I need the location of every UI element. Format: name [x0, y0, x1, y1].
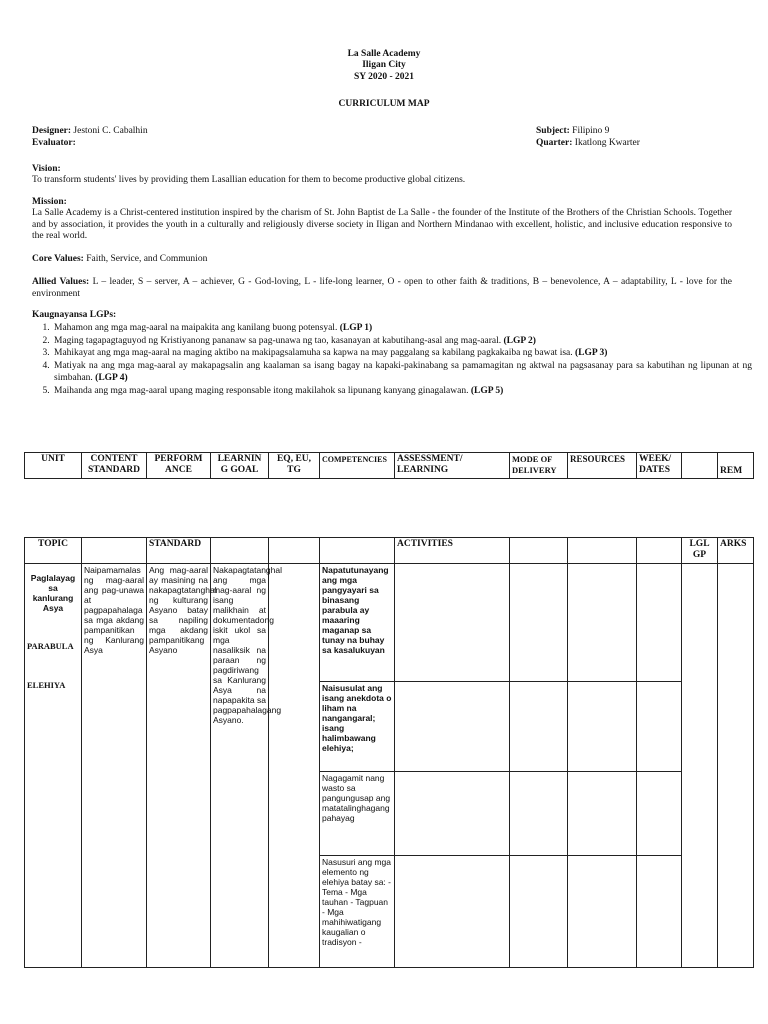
resources-cell — [568, 564, 637, 682]
col-standard: STANDARD — [147, 538, 211, 564]
col-assessment: ASSESSMENT/ LEARNING — [395, 453, 510, 479]
lgp-item: 4. Matiyak na ang mga mag-aaral ay makapagsalin ang kaalaman sa isang bagay na kapaki-pakinabang sa pamamagitan ng aktwal na pagsasanay para sa kabutihan ng lipunan at ng simbahan. (LGP 4) — [52, 360, 752, 385]
col-blank — [82, 538, 147, 564]
mode-cell — [510, 564, 568, 682]
activities-cell — [395, 564, 510, 682]
col-week-dates: WEEK/ DATES — [637, 453, 682, 479]
col-unit: UNIT — [25, 453, 82, 479]
col-competencies: COMPETENCIES — [320, 453, 395, 479]
col-mode-of-delivery: MODE OF DELIVERY — [510, 453, 568, 479]
vision-text: To transform students' lives by providing them Lasallian education for them to become productive global citizens. — [32, 175, 466, 185]
lgp-item: 1. Mahamon ang mga mag-aaral na maipakita ang kanilang buong potensyal. (LGP 1) — [52, 322, 752, 335]
vision-label: Vision: — [32, 164, 61, 174]
eq-eu-tg-cell — [269, 564, 320, 968]
competency-cell: Nasusuri ang mga elemento ng elehiya batay sa: - Tema - Mga tauhan - Tagpuan - Mga mahihiwatigang kaugalian o tradisyon - — [320, 856, 395, 968]
designer-value: Jestoni C. Cabalhin — [73, 126, 148, 136]
mode-cell — [510, 856, 568, 968]
lgp-cell — [682, 564, 718, 968]
quarter-label: Quarter: — [536, 138, 573, 148]
school-city: Iligan City — [362, 60, 406, 70]
col-rem: REM — [718, 453, 754, 479]
week-cell — [637, 772, 682, 856]
lgp-item: 3. Mahikayat ang mga mag-aaral na maging aktibo na makipagsalamuha sa kapwa na may paggalang sa kabilang pagkakaiba ng bawat isa. (LGP 3) — [52, 347, 752, 360]
mission-label: Mission: — [32, 197, 67, 207]
week-cell — [637, 682, 682, 772]
col-arks: ARKS — [718, 538, 754, 564]
resources-cell — [568, 856, 637, 968]
curriculum-header-table — [24, 452, 754, 479]
document-title: CURRICULUM MAP — [338, 99, 430, 109]
col-blank — [269, 538, 320, 564]
allied-values-label: Allied Values: — [32, 277, 90, 287]
col-eq-eu-tg: EQ, EU, TG — [269, 453, 320, 479]
subject-value: Filipino 9 — [572, 126, 610, 136]
school-year: SY 2020 - 2021 — [353, 72, 415, 82]
col-empty — [682, 453, 718, 479]
col-resources: RESOURCES — [568, 453, 637, 479]
resources-cell — [568, 772, 637, 856]
mission-text: La Salle Academy is a Christ-centered institution inspired by the charism of St. John Baptist de La Salle - the founder of the Institute of the Brothers of the Christian Schools. Together and by association, it provides the youth in a culturally and religiously diverse society in Iligan and Northern Mindanao with excellent, holistic, and inclusive education responsive to the real world. — [32, 208, 732, 241]
mode-cell — [510, 682, 568, 772]
quarter-value: Ikatlong Kwarter — [574, 138, 640, 148]
evaluator-label: Evaluator: — [32, 138, 76, 148]
learning-goal-cell: Nakapagtatanghal ang mga mag-aaral ng isang malikhain at dokumentadong iskit ukol sa mga nasaliksik na paraan ng pagdiriwang sa Kanlurang Asya na napapakita sa pagpapahalagang Asyano. — [211, 564, 269, 968]
resources-cell — [568, 682, 637, 772]
topic-title: Paglalayag sa kanlurang Asya — [30, 573, 76, 613]
competency-cell: Naisusulat ang isang anekdota o liham na nangangaral; isang halimbawang elehiya; — [320, 682, 395, 772]
evaluator-row — [32, 138, 76, 149]
designer-row — [32, 126, 148, 137]
week-cell — [637, 856, 682, 968]
week-cell — [637, 564, 682, 682]
lgp-item: 5. Maihanda ang mga mag-aaral upang maging responsable itong makilahok sa lipunang kanyang ginagalawan. (LGP 5) — [52, 385, 752, 398]
table-row — [25, 564, 754, 682]
col-blank — [320, 538, 395, 564]
allied-values-text: L – leader, S – server, A – achiever, G - God-loving, L - life-long learner, O - open to other faith & traditions, B – benevolence, A – adaptability, L - love for the environment — [32, 277, 732, 299]
col-blank — [568, 538, 637, 564]
performance-standard-cell: Ang mag-aaral ay masining na nakapagtatanghal ng kulturang Asyano batay sa napiling mga akdang pampanitikang Asyano — [147, 564, 211, 968]
designer-label: Designer: — [32, 126, 72, 136]
core-values-text: Faith, Service, and Communion — [86, 254, 208, 264]
core-values — [32, 254, 732, 266]
col-learning-goal: LEARNIN G GOAL — [211, 453, 269, 479]
topic-elehiya: ELEHIYA — [27, 680, 66, 690]
competency-cell: Napatutunayang ang mga pangyayari sa binasang parabula ay maaaring maganap sa tunay na buhay sa kasalukuyan — [320, 564, 395, 682]
curriculum-body-table — [24, 537, 754, 968]
lgps-label: Kaugnayansa LGPs: — [32, 310, 117, 320]
col-lgl-gp: LGL GP — [682, 538, 718, 564]
content-standard-cell: Naipamamalas ng mag-aaral ang pag-unawa at pagpapahalaga sa mga akdang pampanitikan ng Kanlurang Asya — [82, 564, 147, 968]
activities-cell — [395, 682, 510, 772]
header-row — [25, 453, 754, 479]
competency-cell: Nagagamit nang wasto sa pangungusap ang matatalinghagang pahayag — [320, 772, 395, 856]
subject-label: Subject: — [536, 126, 570, 136]
lgp-item: 2. Maging tagapagtaguyod ng Kristiyanong pananaw sa pag-unawa ng tao, kasanayan at kabutihang-asal ang mag-aaral. (LGP 2) — [52, 335, 752, 348]
col-content-standard: CONTENT STANDARD — [82, 453, 147, 479]
allied-values — [32, 277, 732, 300]
topic-cell — [25, 564, 82, 968]
col-activities: ACTIVITIES — [395, 538, 510, 564]
subject-row — [536, 126, 609, 137]
activities-cell — [395, 772, 510, 856]
quarter-row — [536, 138, 640, 149]
col-blank — [510, 538, 568, 564]
col-performance: PERFORM ANCE — [147, 453, 211, 479]
core-values-label: Core Values: — [32, 254, 84, 264]
body-header-row — [25, 538, 754, 564]
school-name: La Salle Academy — [347, 49, 421, 59]
activities-cell — [395, 856, 510, 968]
remarks-cell — [718, 564, 754, 968]
topic-parabula: PARABULA — [27, 641, 74, 651]
col-blank — [211, 538, 269, 564]
lgps-list — [32, 322, 752, 397]
mode-cell — [510, 772, 568, 856]
col-topic: TOPIC — [25, 538, 82, 564]
col-blank — [637, 538, 682, 564]
